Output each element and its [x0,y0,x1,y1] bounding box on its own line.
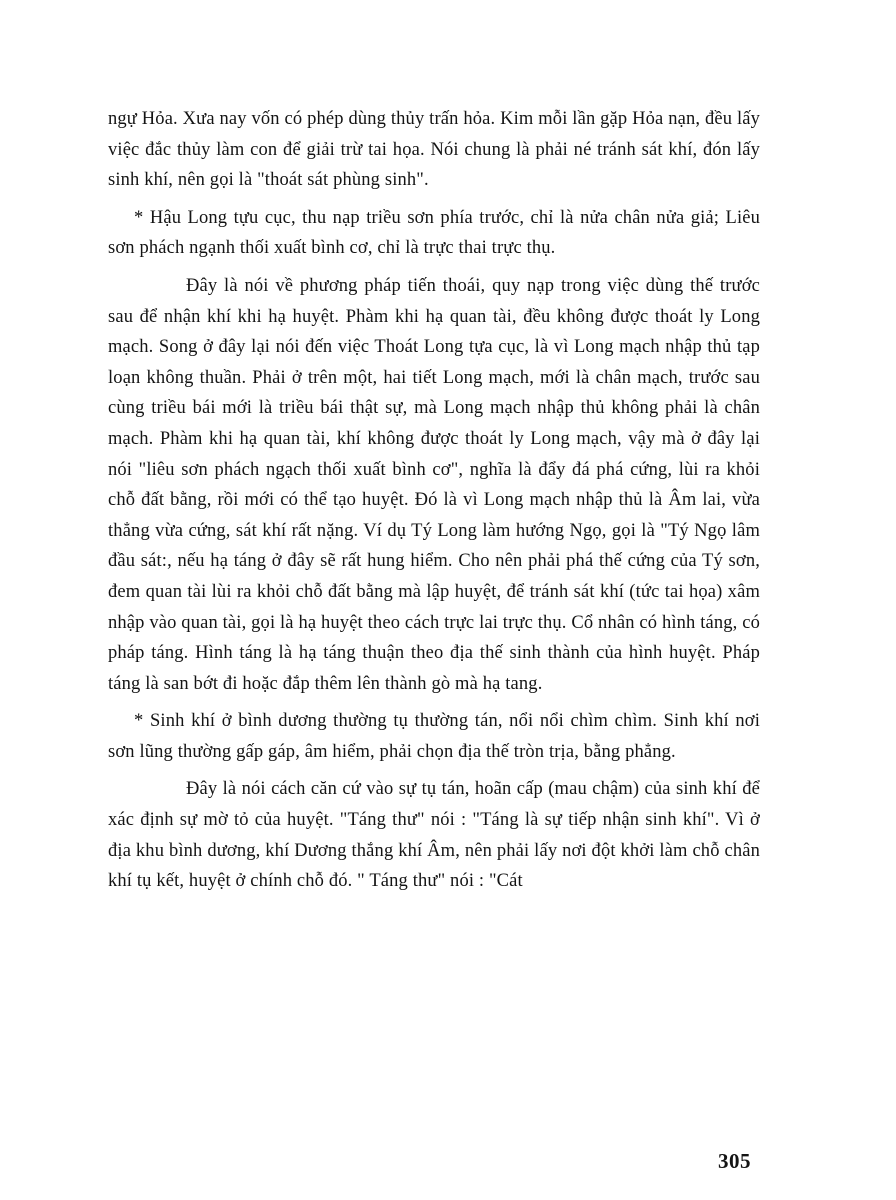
page-number: 305 [718,1149,751,1173]
paragraph-verse-2: * Sinh khí ở bình dương thường tụ thường tán, nổi nổi chìm chìm. Sinh khí nơi sơn lũng thường gấp gáp, âm hiểm, phải chọn địa thế tròn trịa, bằng phẳng. [108,711,760,762]
paragraph-commentary-1: Đây là nói về phương pháp tiến thoái, quy nạp trong việc dùng thế trước sau để nhận khí khi hạ huyệt. Phàm khi hạ quan tài, đều không được thoát ly Long mạch. Song ở đây lại nói đến việc Thoát Long tựa cục, là vì Long mạch nhập thủ tạp loạn không thuần. Phải ở trên một, hai tiết Long mạch, mới là chân mạch, trước sau cùng triều bái mới là triều bái thật sự, mà Long mạch nhập thủ không phải là chân mạch. Phàm khi hạ quan tài, khí không được thoát ly Long mạch, vậy mà ở đây lại nói "liêu sơn phách ngạch thối xuất bình cơ", nghĩa là đẩy đá phá cứng, lùi ra khỏi chỗ đất bằng, rồi mới có thể tạo huyệt. Đó là vì Long mạch nhập thủ là Âm lai, vừa thẳng vừa cứng, sát khí rất nặng. Ví dụ Tý Long làm hướng Ngọ, gọi là "Tý Ngọ lâm đầu sát:, nếu hạ táng ở đây sẽ rất hung hiểm. Cho nên phải phá thế cứng của Tý sơn, đem quan tài lùi ra khỏi chỗ đất bằng mà lập huyệt, để tránh sát khí (tức tai họa) xâm nhập vào quan tài, gọi là hạ huyệt theo cách trực lai trực thụ. Cổ nhân có hình táng, có pháp táng. Hình táng là hạ táng thuận theo địa thế sinh thành của hình huyệt. Pháp táng là san bớt đi hoặc đắp thêm lên thành gò mà hạ tang. [108,275,760,694]
paragraph-commentary-2: Đây là nói cách căn cứ vào sự tụ tán, hoãn cấp (mau chậm) của sinh khí để xác định sự mờ tỏ của huyệt. "Táng thư" nói : "Táng là sự tiếp nhận sinh khí". Vì ở địa khu bình dương, khí Dương thắng khí Âm, nên phải lấy nơi đột khởi làm chỗ chân khí tụ kết, huyệt ở chính chỗ đó. " Táng thư" nói : "Cát [108,779,760,892]
paragraph-continuation: ngự Hỏa. Xưa nay vốn có phép dùng thủy trấn hỏa. Kim mỗi lần gặp Hỏa nạn, đều lấy việc đắc thủy làm con để giải trừ tai họa. Nói chung là phải né tránh sát khí, đón lấy sinh khí, nên gọi là "thoát sát phùng sinh". [108,109,760,191]
paragraph-verse-1: * Hậu Long tựu cục, thu nạp triều sơn phía trước, chỉ là nửa chân nửa giả; Liêu sơn phách ngạnh thối xuất bình cơ, chỉ là trực thai trực thụ. [108,207,760,259]
body-text [108,104,760,897]
